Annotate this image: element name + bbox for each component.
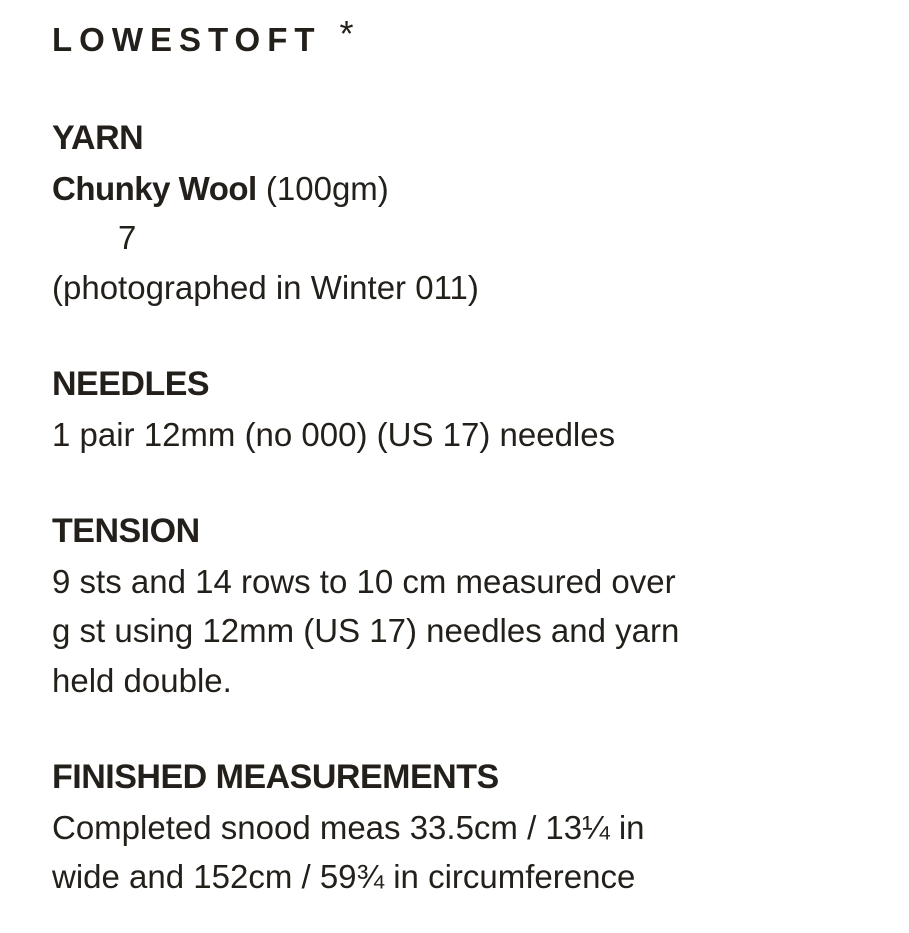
yarn-weight: (100gm) (265, 169, 389, 207)
needles-text: 1 pair 12mm (no 000) (US 17) needles (52, 415, 616, 453)
needles-heading: NEEDLES (52, 365, 210, 403)
yarn-quantity: 7 (118, 219, 137, 256)
page-title: LOWESTOFT (52, 21, 322, 58)
measurements-line: Completed snood meas 33.5cm / 13¼ in (52, 808, 645, 846)
yarn-name: Chunky Wool (52, 169, 257, 207)
yarn-name-line (52, 164, 892, 214)
tension-line: held double. (52, 661, 232, 699)
pattern-page (52, 13, 892, 902)
yarn-heading: YARN (52, 119, 144, 157)
tension-section (52, 507, 892, 705)
title-row (52, 13, 892, 62)
tension-line: 9 sts and 14 rows to 10 cm measured over (52, 562, 676, 600)
yarn-note: (photographed in Winter 011) (52, 268, 479, 306)
tension-line: g st using 12mm (US 17) needles and yarn (52, 612, 680, 649)
measurements-line: wide and 152cm / 59¾ in circumference (52, 858, 636, 895)
needles-section (52, 360, 892, 459)
tension-heading: TENSION (52, 512, 200, 550)
measurements-section (52, 753, 892, 902)
yarn-section (52, 114, 892, 312)
asterisk-mark: * (339, 13, 354, 54)
measurements-heading: FINISHED MEASUREMENTS (52, 758, 499, 796)
